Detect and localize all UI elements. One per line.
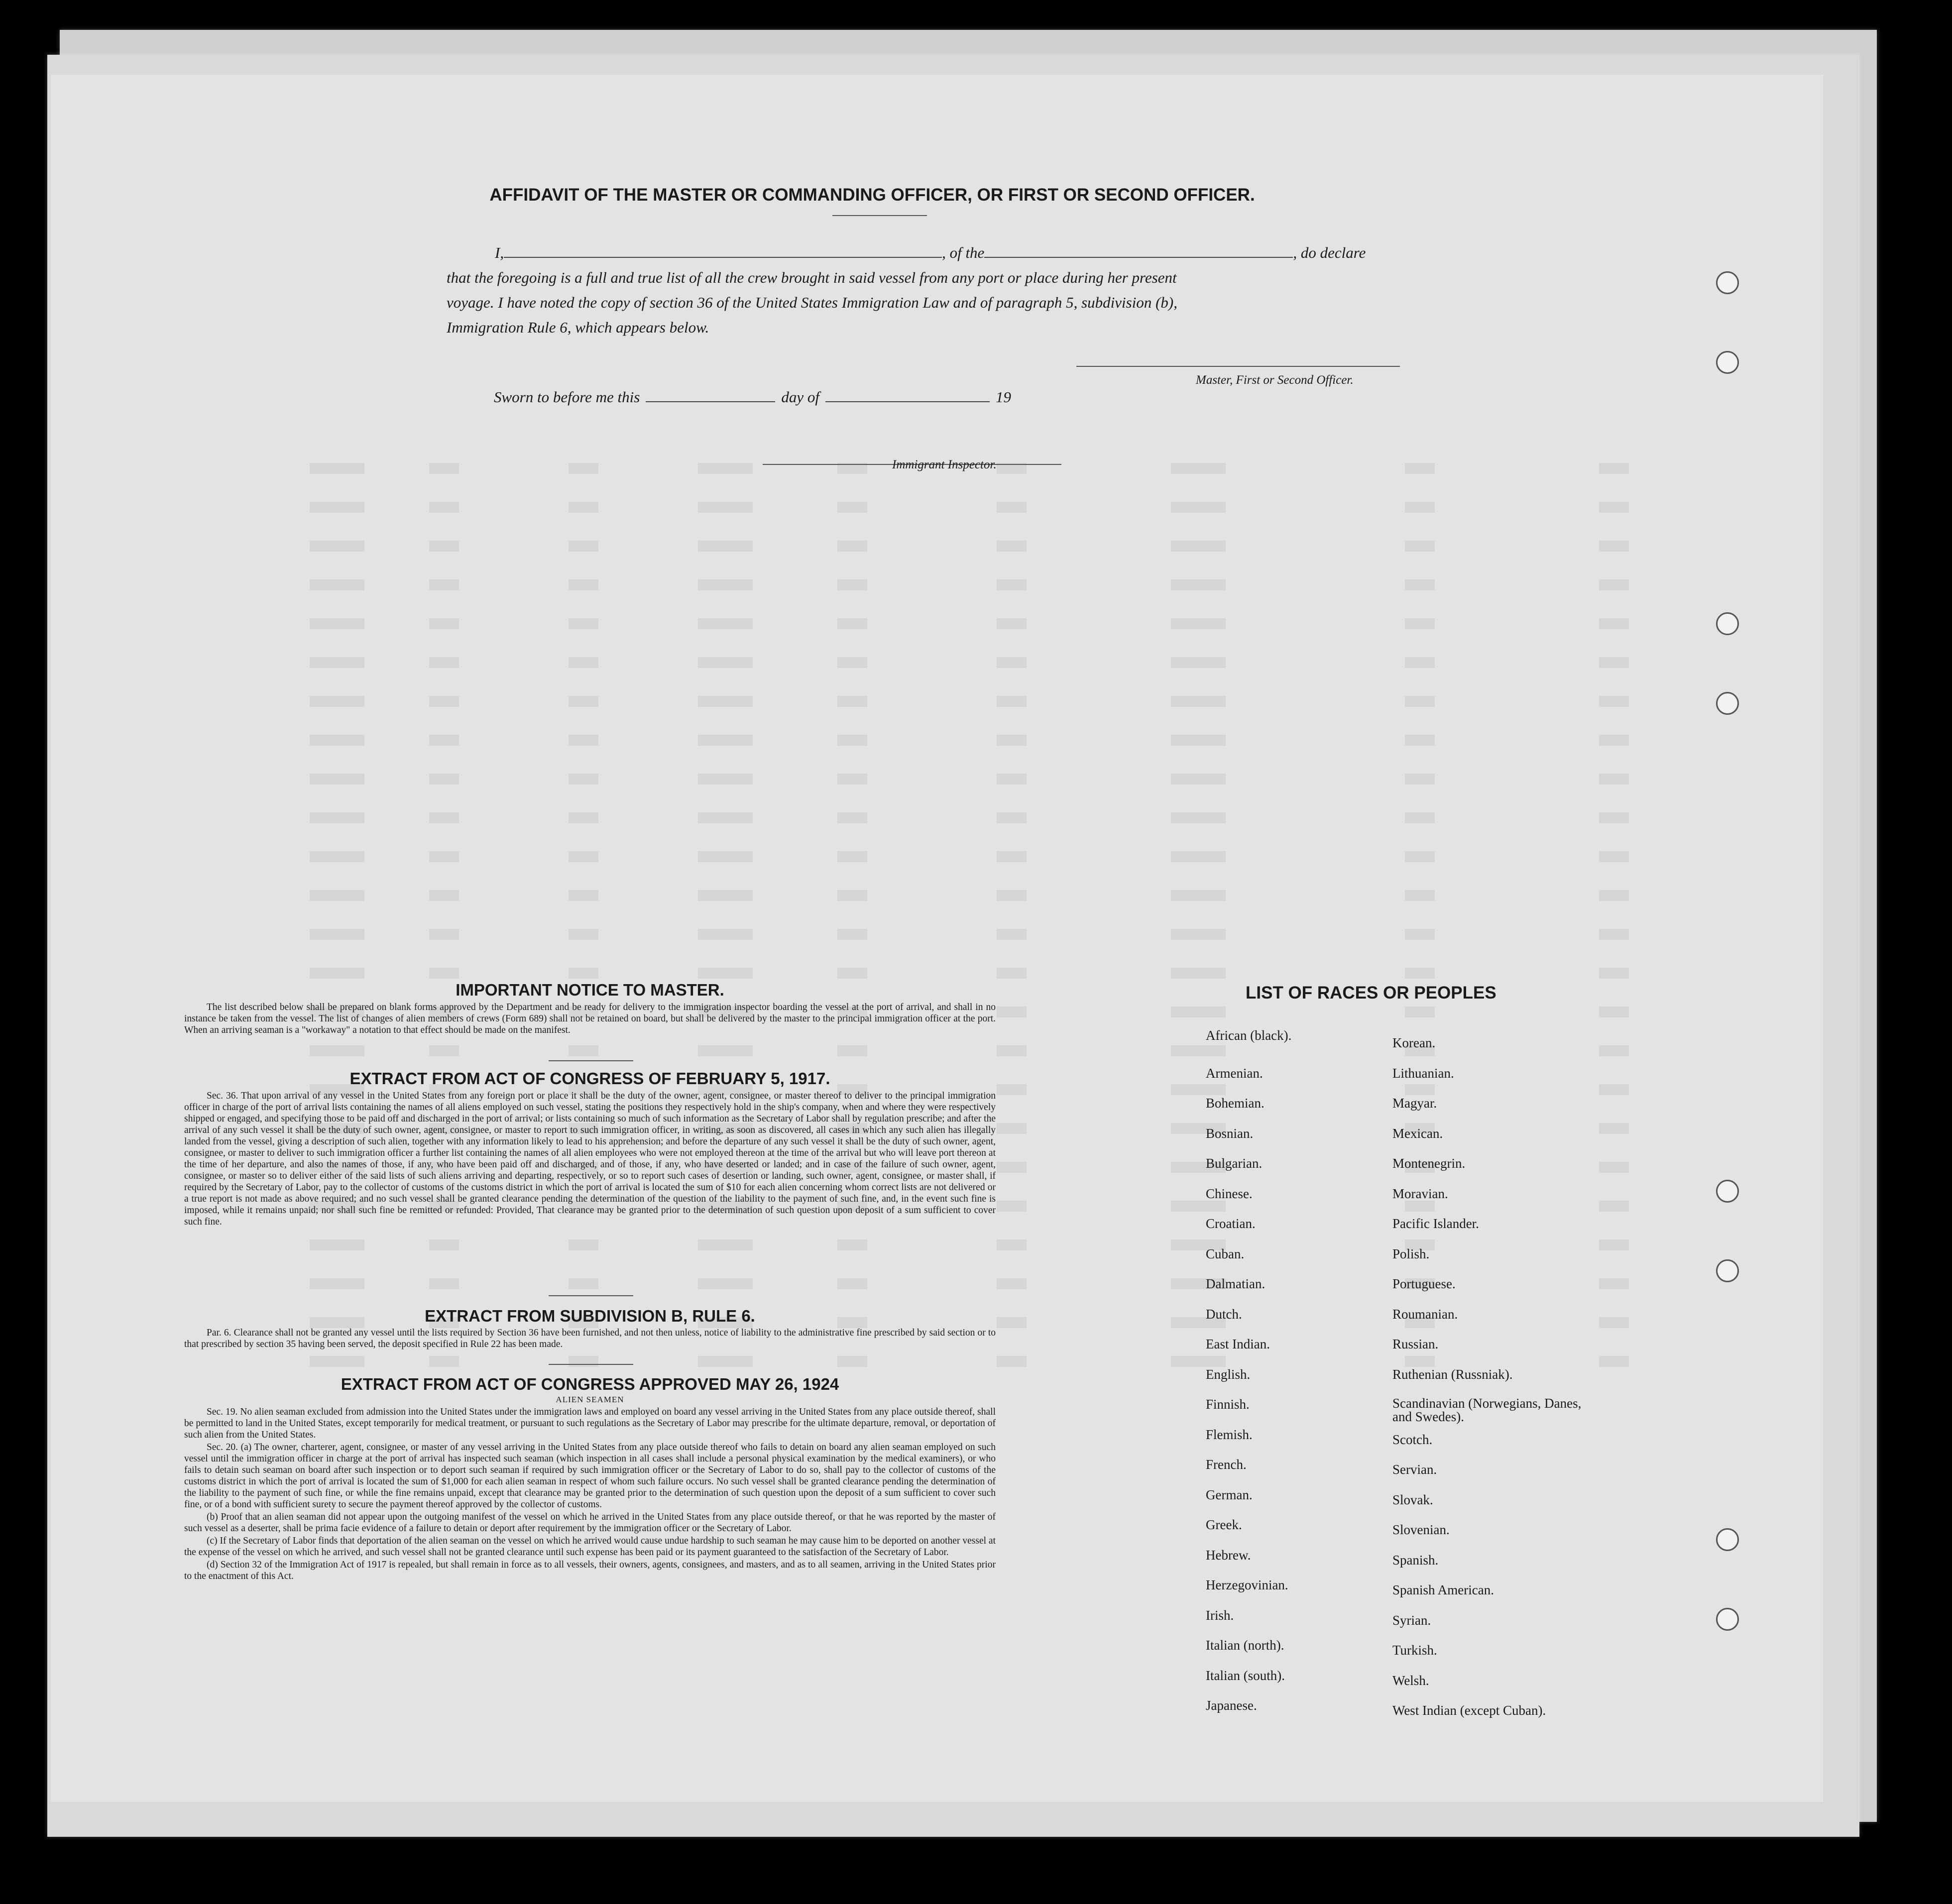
divider <box>549 1060 633 1061</box>
bleed-mark <box>569 735 598 746</box>
bleed-mark <box>1599 579 1629 590</box>
bleed-mark <box>997 851 1027 862</box>
bleed-mark <box>1171 1084 1226 1095</box>
bleed-mark <box>1171 1356 1226 1367</box>
bleed-mark <box>837 851 867 862</box>
bleed-mark <box>310 657 364 668</box>
bleed-mark <box>1599 657 1629 668</box>
bleed-mark <box>837 696 867 707</box>
race-item: Roumanian. <box>1392 1306 1458 1322</box>
bleed-mark <box>837 968 867 979</box>
bleed-mark <box>1171 657 1226 668</box>
bleed-mark <box>997 1278 1027 1289</box>
binder-hole-icon <box>1716 351 1739 374</box>
bleed-mark <box>997 774 1027 784</box>
race-item: Lithuanian. <box>1392 1065 1454 1081</box>
bleed-mark <box>698 696 753 707</box>
race-item: Pacific Islander. <box>1392 1216 1479 1231</box>
bleed-mark <box>1171 929 1226 940</box>
declaration-i: I, <box>495 244 504 261</box>
extract-1924-paragraph: (d) Section 32 of the Immigration Act of 1917 is repealed, but shall remain in force as to all vessels, their owners, agents, consignees, and masters, and as to all seamen, arriving in the United States prior to the enactment of this Act. <box>184 1560 996 1581</box>
bleed-mark <box>997 929 1027 940</box>
race-item: Scotch. <box>1392 1432 1433 1447</box>
binder-hole-icon <box>1716 1528 1739 1551</box>
race-item: Bulgarian. <box>1206 1156 1263 1171</box>
bleed-mark <box>1599 1007 1629 1017</box>
bleed-mark <box>310 851 364 862</box>
notice-text <box>184 1002 996 1037</box>
bleed-mark <box>569 1045 598 1056</box>
bleed-mark <box>1599 812 1629 823</box>
bleed-mark <box>569 502 598 513</box>
name-blank[interactable] <box>504 257 942 258</box>
bleed-mark <box>1405 774 1435 784</box>
race-item: Magyar. <box>1392 1096 1437 1111</box>
race-item: Croatian. <box>1206 1216 1256 1231</box>
race-item: Mexican. <box>1392 1125 1443 1141</box>
race-item: African (black). <box>1206 1028 1292 1043</box>
extract-1917-text <box>184 1090 996 1229</box>
divider <box>832 215 927 216</box>
bleed-mark <box>1171 1045 1226 1056</box>
master-signature-line[interactable] <box>1076 366 1400 367</box>
bleed-mark <box>1405 696 1435 707</box>
bleed-mark <box>310 890 364 901</box>
bleed-mark <box>429 929 459 940</box>
race-item: Japanese. <box>1206 1698 1257 1713</box>
bleed-mark <box>310 968 364 979</box>
bleed-mark <box>698 929 753 940</box>
bleed-mark <box>997 502 1027 513</box>
bleed-mark <box>310 1278 364 1289</box>
extract-1924-paragraph: Sec. 19. No alien seaman excluded from admission into the United States under the immigration laws and employed on board any vessel arriving in the United States from any place outside thereof, shall be permitted to land in the United States, except temporarily for medical treatment, or pursuant to such regulations as the Secretary of Labor may prescribe for the ultimate departure, removal, or deportation of such alien from the United States. <box>184 1407 996 1440</box>
divider <box>549 1295 633 1296</box>
bleed-mark <box>1405 1201 1435 1212</box>
bleed-mark <box>1599 1045 1629 1056</box>
race-item: Spanish. <box>1392 1552 1439 1568</box>
race-item: Slovak. <box>1392 1492 1433 1507</box>
bleed-mark <box>569 851 598 862</box>
binder-hole-icon <box>1716 1180 1739 1203</box>
race-item: West Indian (except Cuban). <box>1392 1703 1546 1718</box>
race-item: Armenian. <box>1206 1065 1263 1081</box>
affidavit-title: AFFIDAVIT OF THE MASTER OR COMMANDING OFFICER, OR FIRST OR SECOND OFFICER. <box>489 185 1255 205</box>
binder-hole-icon <box>1716 692 1739 715</box>
declaration-declare: , do declare <box>1293 244 1366 261</box>
bleed-mark <box>1405 502 1435 513</box>
bleed-mark <box>1171 851 1226 862</box>
bleed-mark <box>310 1045 364 1056</box>
bleed-mark <box>1171 735 1226 746</box>
bleed-mark <box>1599 890 1629 901</box>
bleed-mark <box>429 579 459 590</box>
race-item: German. <box>1206 1487 1253 1502</box>
race-item: Welsh. <box>1392 1673 1429 1688</box>
bleed-mark <box>429 774 459 784</box>
bleed-mark <box>1171 502 1226 513</box>
bleed-mark <box>837 812 867 823</box>
race-item: Slovenian. <box>1392 1522 1450 1537</box>
bleed-mark <box>1405 968 1435 979</box>
binder-hole-icon <box>1716 1608 1739 1631</box>
bleed-mark <box>1171 812 1226 823</box>
sworn-label: Sworn to before me this <box>494 388 640 406</box>
bleed-mark <box>1599 1201 1629 1212</box>
extract-1917-paragraph: Sec. 36. That upon arrival of any vessel in the United States from any foreign port or place it shall be the duty of the owner, agent, consignee, or master thereof to deliver to the principal immigration officer in charge of the port of arrival lists containing the names of all aliens employed on such vessel, stating the positions they respectively hold in the ship's company, when and where they were respectively shipped or engaged, and specifying those to be paid off and discharged in the port of arrival; or lists containing so much of such information as the Secretary of Labor shall by regulation prescribe; and after the arrival of any such vessel it shall be the duty of such owner, agent, consignee, or master to report to such immigration officer, in writing, as soon as discovered, all cases in which any such alien has illegally landed from the vessel, giving a description of such alien, together with any information likely to lead to his apprehension; and before the departure of any such vessel it shall be the duty of such owner, agent, consignee, or master to deliver to such immigration officer a further list containing the names of all alien employees who were not employed thereon at the time of the arrival but who will leave port thereon at the time of her departure, and also the names of those, if any, who have been paid off and discharged, and of those, if any, who have deserted or landed; and in case of the failure of such owner, agent, consignee, or master so to deliver either of the said lists of such aliens arriving and departing, respectively, or so to report such cases of desertion or landing, such owner, agent, consignee, or master shall, if required by the Secretary of Labor, pay to the collector of customs of the customs district in which the port of arrival is located the sum of $10 for each alien concerning whom correct lists are not delivered or a true report is not made as above required; and no such vessel shall be granted clearance pending the determination of the question of the liability to the payment of such fine, and, in the event such fine is imposed, while it remains unpaid; nor shall such fine be remitted or refunded: Provided, That clearance may be granted prior to the determination of such question upon deposit of a sum sufficient to cover such fine. <box>184 1091 996 1227</box>
bleed-mark <box>1405 735 1435 746</box>
bleed-mark <box>1405 851 1435 862</box>
bleed-mark <box>310 579 364 590</box>
bleed-mark <box>1405 1084 1435 1095</box>
bleed-mark <box>569 1278 598 1289</box>
bleed-mark <box>997 812 1027 823</box>
bleed-mark <box>310 929 364 940</box>
bleed-mark <box>310 696 364 707</box>
bleed-mark <box>429 890 459 901</box>
bleed-mark <box>569 774 598 784</box>
bleed-mark <box>837 579 867 590</box>
race-item: Korean. <box>1392 1035 1436 1050</box>
bleed-mark <box>1599 463 1629 474</box>
bleed-mark <box>310 502 364 513</box>
bleed-mark <box>698 890 753 901</box>
bleed-mark <box>997 1356 1027 1367</box>
extract-1924-paragraph: (b) Proof that an alien seaman did not appear upon the outgoing manifest of the vessel on which he arrived in the United States from any place outside thereof, or that he was reported by the master of such vessel as a deserter, shall be prima facie evidence of a failure to detain or deport after requirement by the immigration officer or the Secretary of Labor. <box>184 1512 996 1534</box>
extract-1924-subtitle: ALIEN SEAMEN <box>556 1395 624 1404</box>
binder-hole-icon <box>1716 612 1739 635</box>
race-item: Moravian. <box>1392 1186 1448 1201</box>
bleed-mark <box>837 1278 867 1289</box>
bleed-mark <box>1599 1162 1629 1173</box>
bleed-mark <box>310 735 364 746</box>
bleed-mark <box>698 463 753 474</box>
bleed-mark <box>698 812 753 823</box>
bleed-mark <box>569 618 598 629</box>
bleed-mark <box>1171 541 1226 552</box>
bleed-mark <box>429 502 459 513</box>
bleed-mark <box>698 1356 753 1367</box>
document-page <box>51 75 1823 1802</box>
race-item: Cuban. <box>1206 1246 1245 1261</box>
bleed-mark <box>1405 812 1435 823</box>
bleed-mark <box>1599 1123 1629 1134</box>
bleed-mark <box>310 541 364 552</box>
bleed-mark <box>698 851 753 862</box>
binder-hole-icon <box>1716 1259 1739 1282</box>
bleed-mark <box>1405 1356 1435 1367</box>
races-title: LIST OF RACES OR PEOPLES <box>1246 983 1496 1003</box>
bleed-mark <box>997 1084 1027 1095</box>
bleed-mark <box>569 812 598 823</box>
bleed-mark <box>1599 541 1629 552</box>
bleed-mark <box>837 657 867 668</box>
race-item: French. <box>1206 1457 1247 1472</box>
bleed-mark <box>1171 774 1226 784</box>
bleed-mark <box>997 1007 1027 1017</box>
extract-1924-title: EXTRACT FROM ACT OF CONGRESS APPROVED MAY 26, 1924 <box>341 1375 839 1393</box>
bleed-mark <box>1599 1239 1629 1250</box>
bleed-mark <box>1405 890 1435 901</box>
bleed-mark <box>997 968 1027 979</box>
bleed-mark <box>429 618 459 629</box>
extract-1917-title: EXTRACT FROM ACT OF CONGRESS OF FEBRUARY 5, 1917. <box>349 1069 830 1088</box>
race-item: Greek. <box>1206 1517 1242 1532</box>
vessel-blank[interactable] <box>984 257 1293 258</box>
bleed-mark <box>429 851 459 862</box>
bleed-mark <box>1599 618 1629 629</box>
bleed-mark <box>837 774 867 784</box>
declaration-line-2: that the foregoing is a full and true list of all the crew brought in said vessel from any port or place during her present <box>447 269 1177 286</box>
race-item: Portuguese. <box>1392 1276 1456 1291</box>
race-item: Servian. <box>1392 1462 1437 1477</box>
bleed-mark <box>698 579 753 590</box>
bleed-mark <box>997 1162 1027 1173</box>
declaration-line-1 <box>495 244 1491 262</box>
race-item: Ruthenian (Russniak). <box>1392 1366 1513 1382</box>
bleed-mark <box>1599 1278 1629 1289</box>
divider <box>549 1364 633 1365</box>
bleed-mark <box>698 968 753 979</box>
bleed-mark <box>997 1123 1027 1134</box>
bleed-mark <box>569 929 598 940</box>
bleed-mark <box>837 541 867 552</box>
bleed-mark <box>569 696 598 707</box>
bleed-mark <box>698 774 753 784</box>
bleed-mark <box>837 1356 867 1367</box>
bleed-mark <box>310 812 364 823</box>
extract-1924-paragraph: (c) If the Secretary of Labor finds that deportation of the alien seaman on the vessel on which he arrived would cause undue hardship to such seaman he may cause him to be deported on another vessel at the expense of the vessel on which he arrived, and such vessel shall not be granted clearance until such expense has been paid or its payment guaranteed to the satisfaction of the Secretary of Labor. <box>184 1536 996 1558</box>
bleed-mark <box>310 1356 364 1367</box>
bleed-mark <box>1599 1317 1629 1328</box>
bleed-mark <box>429 463 459 474</box>
year-label: 19 <box>995 388 1011 406</box>
bleed-mark <box>429 1356 459 1367</box>
inspector-label: Immigrant Inspector. <box>892 458 997 471</box>
bleed-mark <box>698 502 753 513</box>
bleed-mark <box>837 618 867 629</box>
rule6-text <box>184 1327 996 1351</box>
bleed-mark <box>1405 541 1435 552</box>
race-item: Polish. <box>1392 1246 1430 1261</box>
bleed-mark <box>429 1239 459 1250</box>
bleed-mark <box>837 735 867 746</box>
extract-1924-paragraph: Sec. 20. (a) The owner, charterer, agent, consignee, or master of any vessel arriving in the United States from any place outside thereof who fails to detain on board any alien seaman employed on such vessel until the immigration officer in charge at the port of arrival has inspected such seaman (which inspection in all cases shall include a personal physical examination by the medical examiners), or who fails to detain such seaman on board after such inspection or to deport such seaman if required by such immigration officer or the Secretary of Labor to do so, shall pay to the collector of customs of the customs district in which the port of arrival is located the sum of $1,000 for each alien seaman in respect of whom such failure occurs. No such vessel shall be granted clearance pending the determination of the liability to the payment of such fine, or while the fine remains unpaid, except that clearance may be granted prior to the determination of such question upon the deposit of a sum sufficient to cover such fine, or of a bond with sufficient surety to secure the payment thereof approved by the collector of customs. <box>184 1442 996 1510</box>
race-item: Dalmatian. <box>1206 1276 1265 1291</box>
notice-title: IMPORTANT NOTICE TO MASTER. <box>456 981 724 999</box>
bleed-mark <box>1171 579 1226 590</box>
bleed-mark <box>997 657 1027 668</box>
bleed-mark <box>997 1239 1027 1250</box>
bleed-mark <box>1599 968 1629 979</box>
bleed-mark <box>997 696 1027 707</box>
bleed-mark <box>997 890 1027 901</box>
race-item: Italian (north). <box>1206 1638 1284 1653</box>
bleed-mark <box>698 541 753 552</box>
race-item: Russian. <box>1392 1337 1439 1351</box>
race-item: Bohemian. <box>1206 1096 1264 1111</box>
bleed-mark <box>1171 696 1226 707</box>
bleed-mark <box>310 618 364 629</box>
master-signature-label: Master, First or Second Officer. <box>1196 373 1354 387</box>
rule6-paragraph: Par. 6. Clearance shall not be granted any vessel until the lists required by Section 36 have been furnished, and not then unless, notice of liability to the administrative fine prescribed by said section or to that prescribed by section 35 having been served, the deposit specified in Rule 22 has been made. <box>184 1328 996 1349</box>
bleed-mark <box>997 1201 1027 1212</box>
bleed-mark <box>1171 1201 1226 1212</box>
day-of-label: day of <box>781 388 819 406</box>
race-item: Turkish. <box>1392 1643 1437 1658</box>
bleed-mark <box>997 541 1027 552</box>
race-item: Spanish American. <box>1392 1582 1494 1597</box>
declaration-line-4: Immigration Rule 6, which appears below. <box>447 319 709 336</box>
sworn-month-blank[interactable] <box>825 401 990 402</box>
bleed-mark <box>1599 851 1629 862</box>
bleed-mark <box>569 968 598 979</box>
bleed-mark <box>429 696 459 707</box>
race-item: Herzegovinian. <box>1206 1577 1288 1592</box>
bleed-mark <box>837 890 867 901</box>
bleed-mark <box>997 618 1027 629</box>
bleed-mark <box>997 1317 1027 1328</box>
race-item: Irish. <box>1206 1607 1234 1623</box>
bleed-mark <box>698 1278 753 1289</box>
bleed-mark <box>1599 696 1629 707</box>
bleed-mark <box>837 1045 867 1056</box>
race-item: East Indian. <box>1206 1337 1270 1351</box>
sworn-day-blank[interactable] <box>646 401 775 402</box>
bleed-mark <box>429 1045 459 1056</box>
rule6-title: EXTRACT FROM SUBDIVISION B, RULE 6. <box>425 1307 755 1325</box>
bleed-mark <box>1171 618 1226 629</box>
bleed-mark <box>310 463 364 474</box>
bleed-mark <box>1405 657 1435 668</box>
bleed-mark <box>837 1239 867 1250</box>
extract-1924-text <box>184 1406 996 1583</box>
race-item: Finnish. <box>1206 1397 1250 1412</box>
bleed-mark <box>310 774 364 784</box>
bleed-mark <box>429 735 459 746</box>
bleed-mark <box>569 541 598 552</box>
bleed-mark <box>1405 463 1435 474</box>
bleed-mark <box>1405 929 1435 940</box>
bleed-mark <box>569 1239 598 1250</box>
bleed-mark <box>1599 1356 1629 1367</box>
bleed-mark <box>429 541 459 552</box>
bleed-mark <box>997 579 1027 590</box>
bleed-mark <box>1405 579 1435 590</box>
bleed-mark <box>1405 1007 1435 1017</box>
declaration-of-the: , of the <box>942 244 985 261</box>
notice-paragraph: The list described below shall be prepared on blank forms approved by the Department and be ready for delivery to the immigration inspector boarding the vessel at the port of arrival, and shall in no instance be taken from the vessel. The list of changes of alien members of crews (Form 689) shall not be retained on board, but shall be delivered by the master to the principal immigration officer at the port. When an arriving seaman is a "workaway" a notation to that effect should be made on the manifest. <box>184 1002 996 1035</box>
race-item: Dutch. <box>1206 1306 1242 1322</box>
bleed-mark <box>1599 735 1629 746</box>
bleed-mark <box>429 657 459 668</box>
bleed-mark <box>310 1239 364 1250</box>
race-item: Italian (south). <box>1206 1668 1285 1683</box>
bleed-mark <box>569 890 598 901</box>
bleed-mark <box>429 1278 459 1289</box>
bleed-mark <box>1171 463 1226 474</box>
bleed-mark <box>1599 1084 1629 1095</box>
bleed-mark <box>569 579 598 590</box>
bleed-mark <box>1599 502 1629 513</box>
race-item: Bosnian. <box>1206 1125 1254 1141</box>
sworn-line <box>494 388 1011 406</box>
bleed-mark <box>837 929 867 940</box>
bleed-mark <box>569 657 598 668</box>
bleed-mark <box>569 1356 598 1367</box>
bleed-mark <box>569 463 598 474</box>
bleed-mark <box>429 812 459 823</box>
bleed-mark <box>1405 618 1435 629</box>
race-item: Flemish. <box>1206 1427 1253 1442</box>
bleed-mark <box>837 502 867 513</box>
bleed-mark <box>698 657 753 668</box>
race-item: English. <box>1206 1366 1251 1382</box>
bleed-mark <box>1171 890 1226 901</box>
declaration-line-3: voyage. I have noted the copy of section 36 of the United States Immigration Law and of paragraph 5, subdivision (b), <box>447 294 1177 311</box>
bleed-mark <box>997 1045 1027 1056</box>
race-item: Scandinavian (Norwegians, Danes, and Swedes). <box>1392 1396 1582 1424</box>
bleed-mark <box>698 1045 753 1056</box>
bleed-mark <box>1171 1007 1226 1017</box>
race-item: Montenegrin. <box>1392 1156 1466 1171</box>
bleed-mark <box>698 1239 753 1250</box>
binder-hole-icon <box>1716 271 1739 294</box>
bleed-mark <box>1599 774 1629 784</box>
bleed-mark <box>1599 929 1629 940</box>
bleed-mark <box>1171 968 1226 979</box>
bleed-mark <box>698 735 753 746</box>
bleed-mark <box>698 618 753 629</box>
bleed-mark <box>997 735 1027 746</box>
race-item: Hebrew. <box>1206 1547 1251 1563</box>
race-item: Chinese. <box>1206 1186 1253 1201</box>
bleed-mark <box>429 968 459 979</box>
race-item: Syrian. <box>1392 1612 1431 1628</box>
